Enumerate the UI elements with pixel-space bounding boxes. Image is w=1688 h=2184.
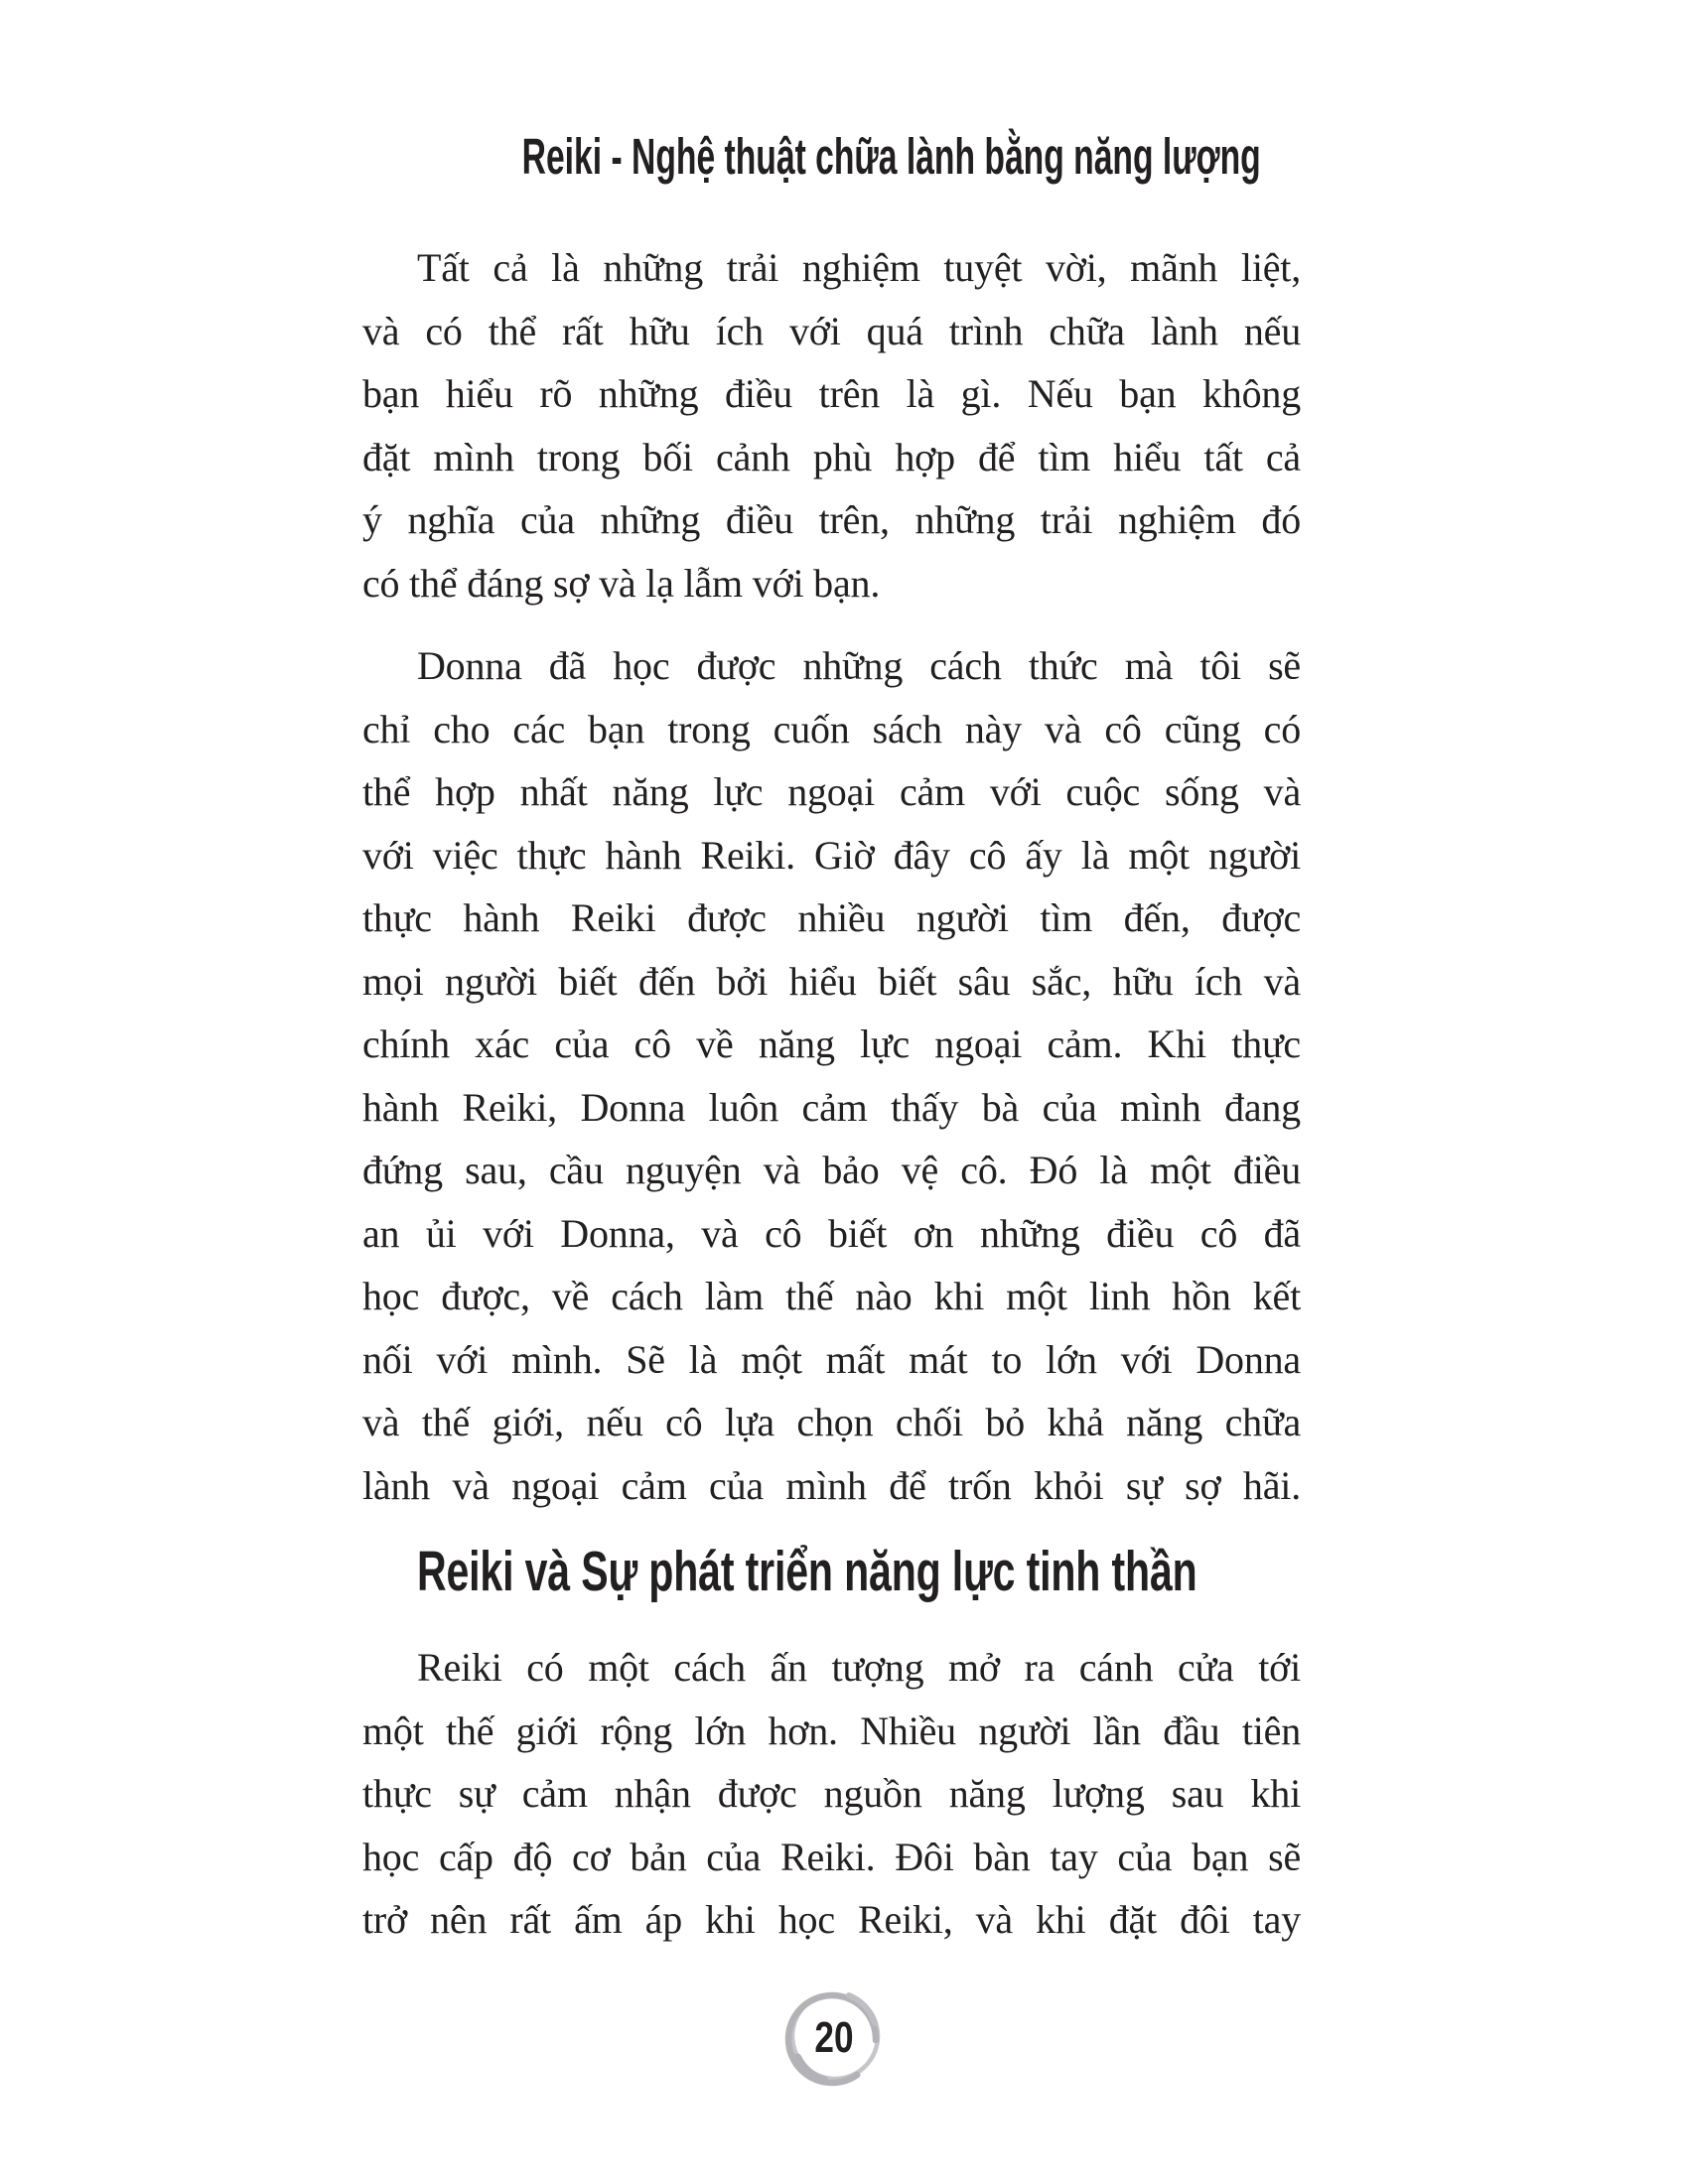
body-paragraph bbox=[362, 236, 1301, 614]
text-line: thực hành Reiki được nhiều người tìm đến, được bbox=[362, 895, 1301, 940]
text-line: và thế giới, nếu cô lựa chọn chối bỏ khả năng chữa bbox=[362, 1400, 1301, 1444]
running-header: Reiki - Nghệ thuật chữa lành bằng năng lượng bbox=[521, 128, 1261, 185]
text-line: chỉ cho các bạn trong cuốn sách này và cô cũng có bbox=[362, 706, 1301, 751]
body-paragraph bbox=[362, 634, 1301, 1517]
text-line: mọi người biết đến bởi hiểu biết sâu sắc, hữu ích và bbox=[362, 958, 1301, 1004]
body-paragraph bbox=[362, 1636, 1301, 1952]
page-body bbox=[362, 236, 1301, 1972]
text-line: lành và ngoại cảm của mình để trốn khỏi sự sợ hãi. bbox=[362, 1462, 1301, 1508]
text-line: chính xác của cô về năng lực ngoại cảm. Khi thực bbox=[362, 1022, 1301, 1066]
text-line: thực sự cảm nhận được nguồn năng lượng sau khi bbox=[362, 1771, 1301, 1816]
text-line: nối với mình. Sẽ là một mất mát to lớn với Donna bbox=[362, 1336, 1301, 1382]
text-line: và có thể rất hữu ích với quá trình chữa lành nếu bbox=[362, 308, 1301, 353]
section-heading: Reiki và Sự phát triển năng lực tinh thần bbox=[417, 1540, 1197, 1603]
text-line: một thế giới rộng lớn hơn. Nhiều người lần đầu tiên bbox=[362, 1707, 1301, 1753]
text-line: với việc thực hành Reiki. Giờ đây cô ấy là một người bbox=[362, 832, 1301, 878]
text-line: Reiki có một cách ấn tượng mở ra cánh cửa tới bbox=[417, 1645, 1301, 1690]
text-line: trở nên rất ấm áp khi học Reiki, và khi đặt đôi tay bbox=[362, 1897, 1301, 1942]
text-line: đặt mình trong bối cảnh phù hợp để tìm hiểu tất cả bbox=[362, 434, 1301, 479]
text-line: đứng sau, cầu nguyện và bảo vệ cô. Đó là một điều bbox=[362, 1148, 1301, 1192]
text-line: Donna đã học được những cách thức mà tôi sẽ bbox=[417, 643, 1301, 688]
text-line: thể hợp nhất năng lực ngoại cảm với cuộc sống và bbox=[362, 769, 1301, 814]
text-line: Tất cả là những trải nghiệm tuyệt vời, mãnh liệt, bbox=[417, 245, 1301, 290]
text-line: có thể đáng sợ và lạ lẫm với bạn. bbox=[362, 560, 881, 606]
text-line: học cấp độ cơ bản của Reiki. Đôi bàn tay của bạn sẽ bbox=[362, 1834, 1301, 1879]
text-line: hành Reiki, Donna luôn cảm thấy bà của mình đang bbox=[362, 1084, 1301, 1130]
text-line: ý nghĩa của những điều trên, những trải nghiệm đó bbox=[362, 497, 1301, 542]
page-number: 20 bbox=[814, 2013, 854, 2062]
text-line: an ủi với Donna, và cô biết ơn những điều cô đã bbox=[362, 1210, 1301, 1256]
text-line: học được, về cách làm thế nào khi một linh hồn kết bbox=[362, 1274, 1301, 1318]
text-line: bạn hiểu rõ những điều trên là gì. Nếu bạn không bbox=[362, 371, 1301, 416]
page-number-badge bbox=[779, 1983, 889, 2093]
